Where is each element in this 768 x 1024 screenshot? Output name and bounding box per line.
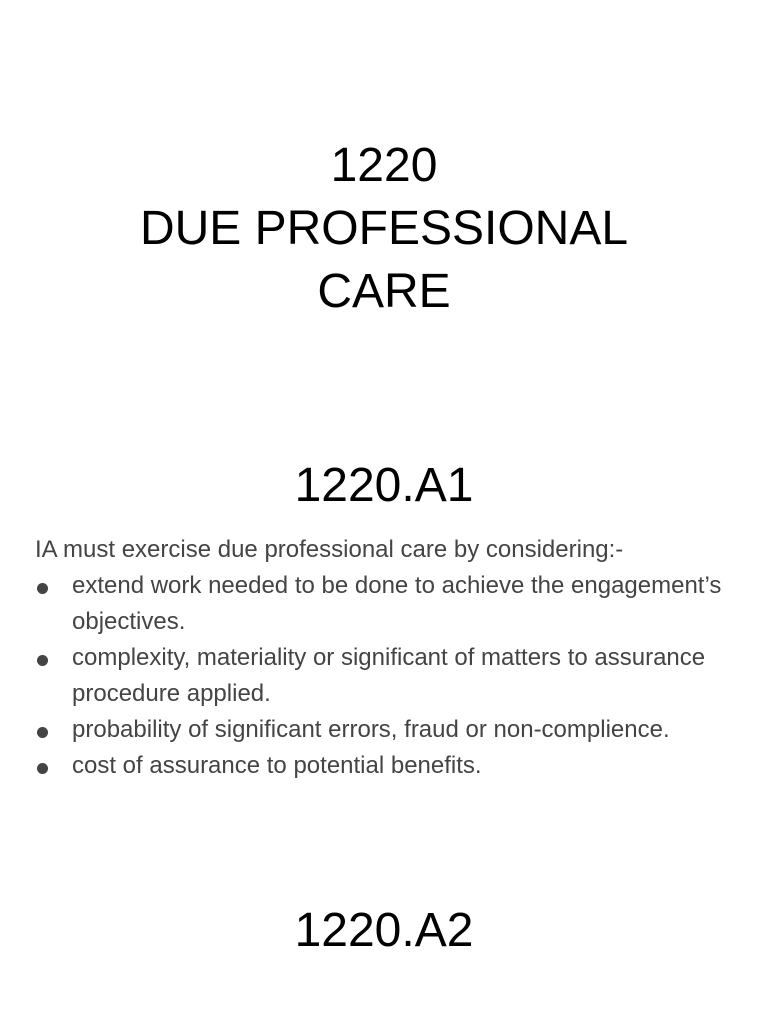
list-item [35, 748, 735, 784]
bullet-icon [37, 727, 48, 738]
bullet-icon [37, 763, 48, 774]
list-item [35, 568, 735, 640]
bullet-icon [37, 583, 48, 594]
page-title [0, 134, 768, 323]
title-line-number: 1220 [330, 139, 438, 192]
list-item-text: complexity, materiality or significant of matters to assurance procedure applied. [72, 644, 706, 707]
section-a1-intro: IA must exercise due professional care by considering:- [35, 536, 624, 563]
list-item-text: extend work needed to be done to achieve the engagement’s objectives. [72, 572, 722, 635]
list-item [35, 640, 735, 712]
title-line-main: DUE PROFESSIONAL [139, 202, 629, 255]
title-line-end: CARE [317, 265, 451, 318]
list-item-text: cost of assurance to potential benefits. [72, 752, 482, 779]
bullet-list [35, 568, 735, 784]
section-heading-a2: 1220.A2 [294, 904, 474, 957]
section-a1-body [35, 532, 735, 784]
section-heading-a1: 1220.A1 [294, 459, 474, 512]
bullet-icon [37, 655, 48, 666]
list-item [35, 712, 735, 748]
list-item-text: probability of significant errors, fraud or non-complience. [72, 716, 670, 743]
